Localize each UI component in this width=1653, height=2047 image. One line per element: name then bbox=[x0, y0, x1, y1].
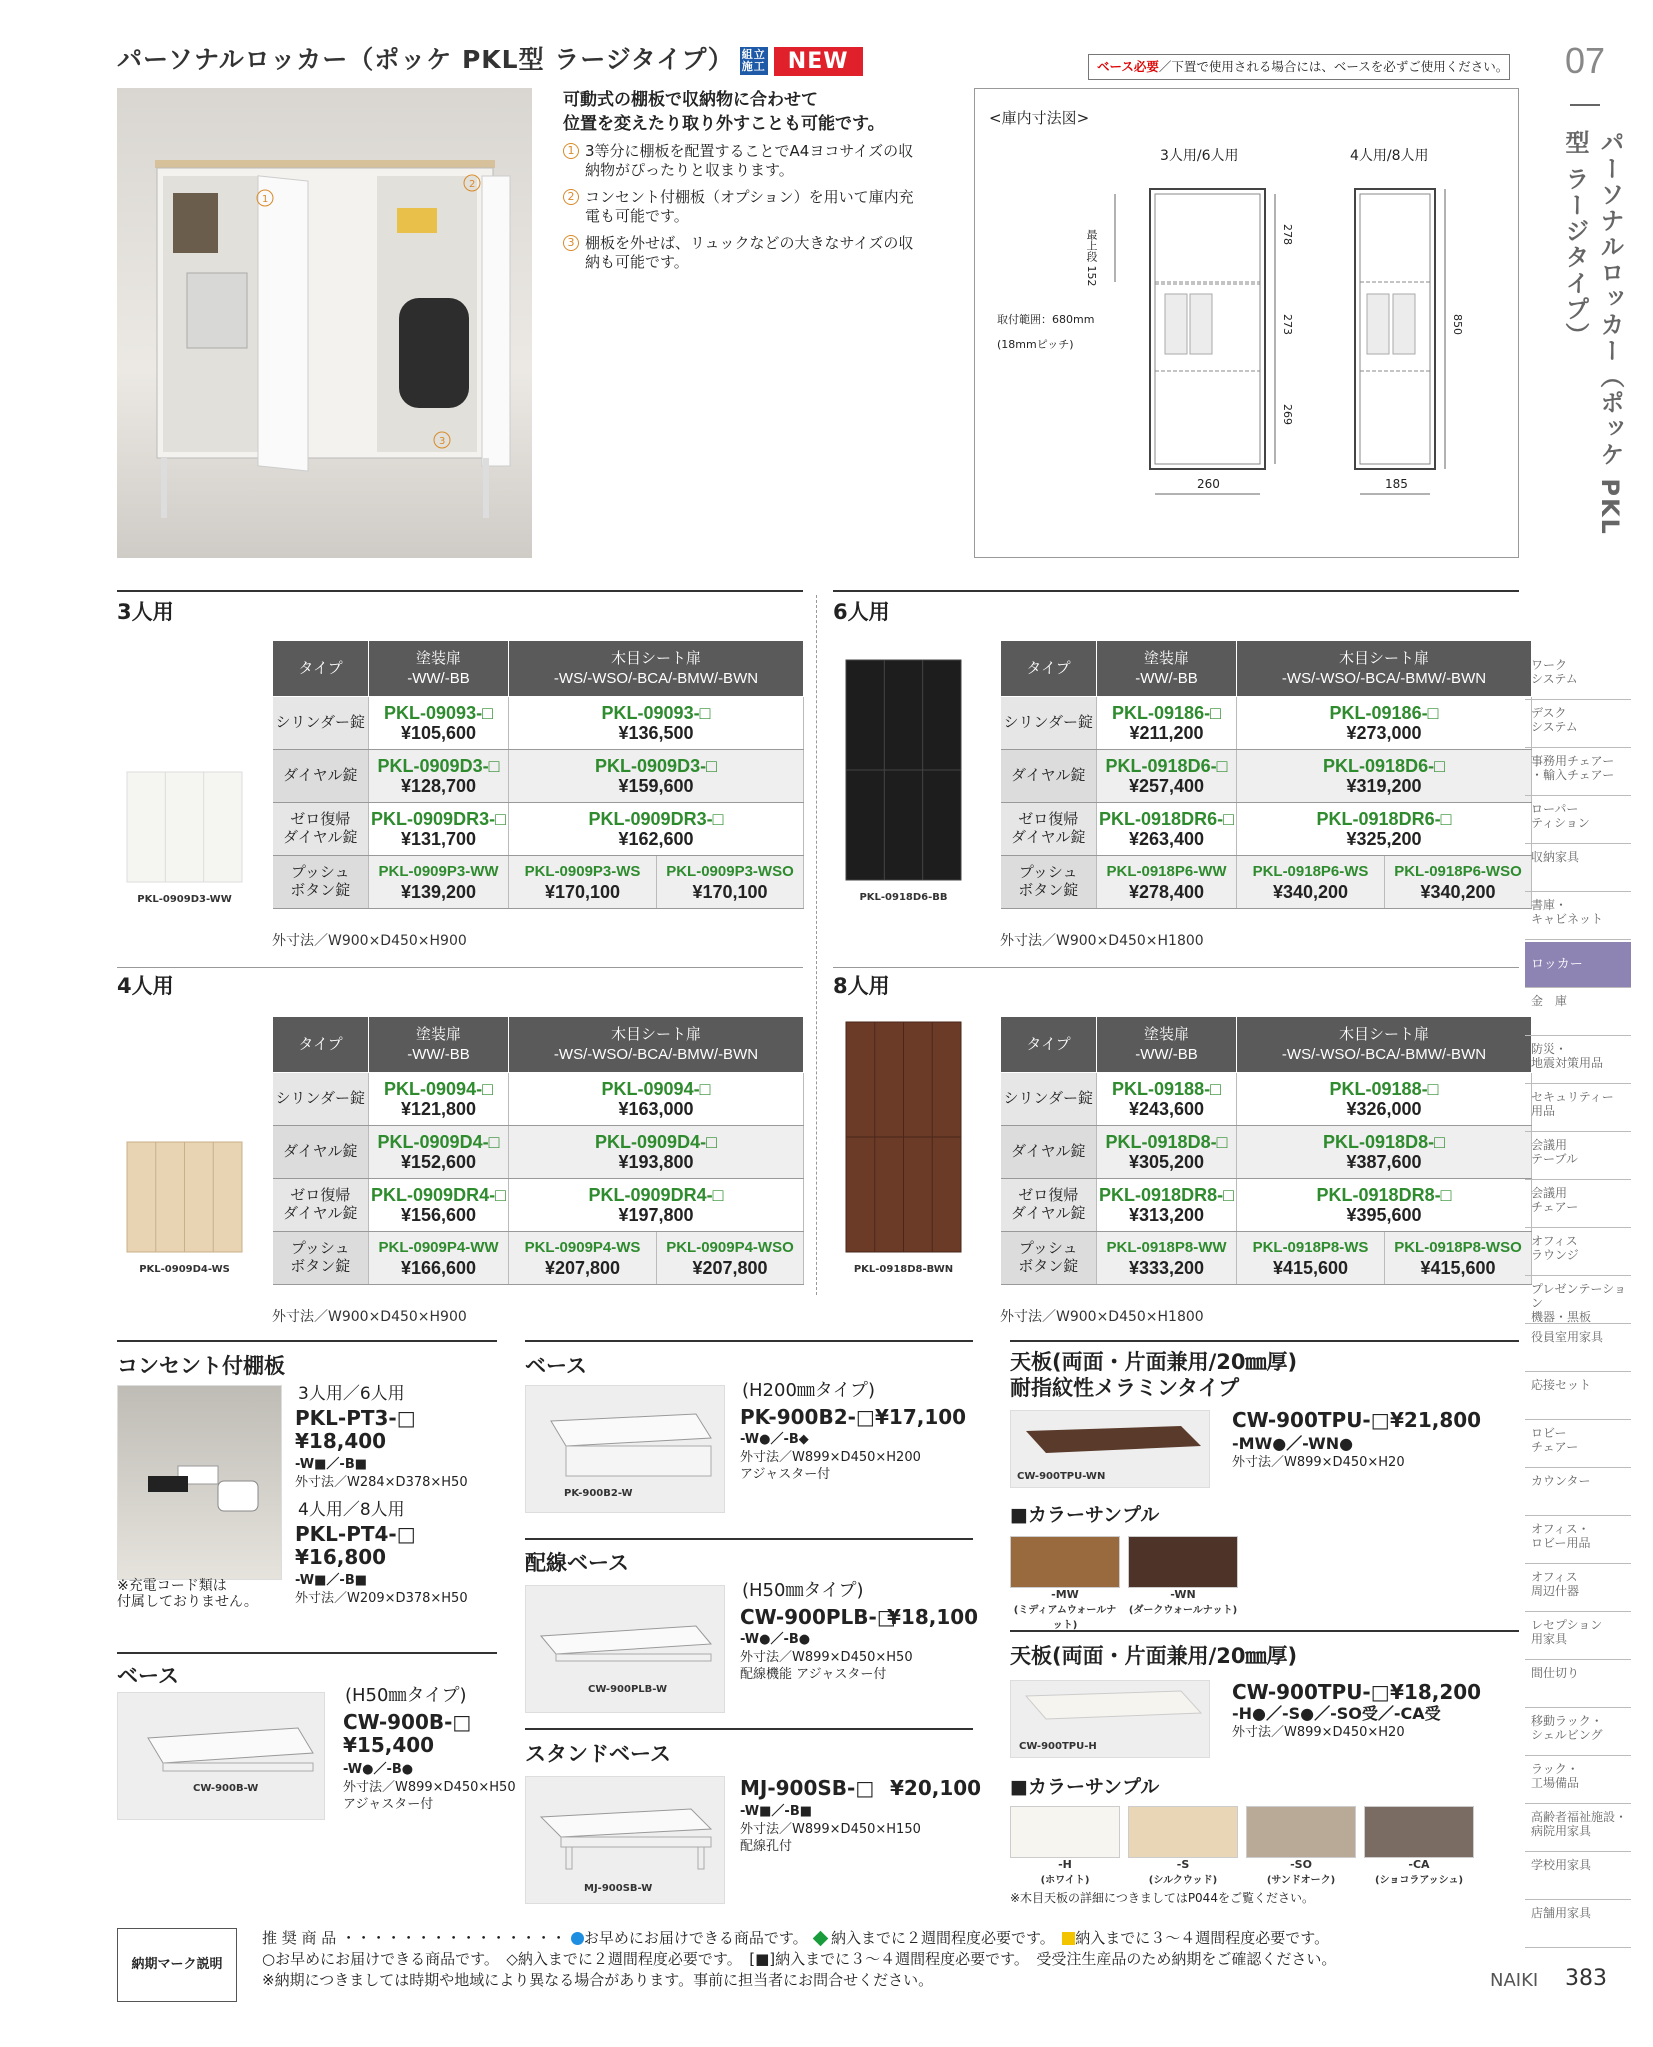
swatch-name: (ダークウォールナット) bbox=[1128, 1605, 1238, 1616]
col-type: タイプ bbox=[1001, 641, 1097, 697]
wiring-extra: 配線機能 アジャスター付 bbox=[740, 1667, 887, 1682]
svg-text:3: 3 bbox=[439, 436, 446, 447]
stand-price: ¥20,100 bbox=[890, 1776, 982, 1800]
price-table bbox=[272, 1016, 804, 1285]
sidebar-item[interactable]: 会議用 テーブル bbox=[1525, 1134, 1631, 1180]
top2-dims: 外寸法／W899×D450×H20 bbox=[1232, 1725, 1405, 1740]
swatch-code: -SO bbox=[1290, 1858, 1312, 1871]
new-badge: NEW bbox=[774, 47, 863, 76]
base1-image: CW-900B-W bbox=[117, 1692, 325, 1820]
sidebar-item[interactable]: カウンター bbox=[1525, 1470, 1631, 1516]
shelf-a-dims: 外寸法／W284×D378×H50 bbox=[295, 1475, 468, 1490]
dim-278: 278 bbox=[1281, 224, 1294, 245]
sidebar-item[interactable]: 高齢者福祉施設・ 病院用家具 bbox=[1525, 1806, 1631, 1852]
base1-colors: -W●／-B● bbox=[343, 1762, 414, 1777]
base2-model: PK-900B2-□ bbox=[740, 1405, 875, 1429]
sidebar-item[interactable]: オフィス・ ロビー用品 bbox=[1525, 1518, 1631, 1564]
shelf-a-colors: -W■／-B■ bbox=[295, 1457, 368, 1472]
color-swatch bbox=[1128, 1806, 1238, 1858]
section-line bbox=[117, 590, 803, 592]
stand-model: MJ-900SB-□ bbox=[740, 1776, 875, 1800]
col-wood: 木目シート扉 -WS/-WSO/-BCA/-BMW/-BWN bbox=[509, 641, 804, 697]
table-row: ダイヤル錠 PKL-0909D3-□ ¥128,700 PKL-0909D3-□ ¥159,600 bbox=[273, 750, 804, 803]
color-sample bbox=[1010, 1536, 1120, 1631]
swatch-code: -S bbox=[1176, 1858, 1190, 1871]
top1-subheading: 耐指紋性メラミンタイプ bbox=[1010, 1376, 1240, 1400]
section-line bbox=[117, 1340, 497, 1342]
dim-range: 取付範囲：680mm bbox=[997, 313, 1095, 326]
feature-item: 3 棚板を外せば、リュックなどの大きなサイズの収納も可能です。 bbox=[563, 234, 923, 272]
table-row: ゼロ復帰 ダイヤル錠 PKL-0918DR8-□ ¥313,200 PKL-0918DR8-□ ¥395,600 bbox=[1001, 1179, 1532, 1232]
base2-dims: 外寸法／W899×D450×H200 bbox=[740, 1450, 921, 1465]
stand-colors: -W■／-B■ bbox=[740, 1804, 813, 1819]
section-line bbox=[117, 1652, 497, 1654]
shelf-note: ※充電コード類は 付属しておりません。 bbox=[117, 1578, 258, 1610]
shelf-photo bbox=[117, 1385, 282, 1580]
table-row: ダイヤル錠 PKL-0909D4-□ ¥152,600 PKL-0909D4-□ ¥193,800 bbox=[273, 1126, 804, 1179]
color-swatch bbox=[1010, 1806, 1120, 1858]
wiring-heading: 配線ベース bbox=[525, 1551, 629, 1575]
price-table bbox=[1000, 640, 1532, 909]
sidebar-item[interactable]: 役員室用家具 bbox=[1525, 1326, 1631, 1372]
base2-price: ¥17,100 bbox=[875, 1405, 967, 1429]
sidebar-item[interactable]: 収納家具 bbox=[1525, 846, 1631, 892]
table-row: プッシュ ボタン錠 PKL-0909P4-WW ¥166,600 PKL-0909P4-WS ¥207,800 PKL-0909P4-WSO ¥207,800 bbox=[273, 1232, 804, 1285]
table-row: ゼロ復帰 ダイヤル錠 PKL-0909DR3-□ ¥131,700 PKL-0909DR3-□ ¥162,600 bbox=[273, 803, 804, 856]
top1-colors: -MW●／-WN● bbox=[1232, 1434, 1354, 1453]
top1-price: ¥21,800 bbox=[1390, 1408, 1482, 1432]
sidebar-item[interactable]: プレゼンテーション 機器・黒板 bbox=[1525, 1278, 1631, 1324]
shelf-b-label: 4人用／8人用 bbox=[298, 1500, 405, 1520]
swatch-name: (シルクウッド) bbox=[1148, 1875, 1218, 1886]
sidebar-item[interactable]: 店舗用家具 bbox=[1525, 1902, 1631, 1948]
section-line bbox=[833, 590, 1519, 592]
table-row: ゼロ復帰 ダイヤル錠 PKL-0918DR6-□ ¥263,400 PKL-0918DR6-□ ¥325,200 bbox=[1001, 803, 1532, 856]
shelf-heading: コンセント付棚板 bbox=[117, 1354, 285, 1378]
page-number: 383 bbox=[1565, 1966, 1607, 1991]
diagram-label-b: 4人用/8人用 bbox=[1350, 148, 1429, 164]
top1-model: CW-900TPU-□ bbox=[1232, 1408, 1390, 1432]
sidebar-item[interactable]: レセプション 用家具 bbox=[1525, 1614, 1631, 1660]
table-row: プッシュ ボタン錠 PKL-0918P6-WW ¥278,400 PKL-0918P6-WS ¥340,200 PKL-0918P6-WSO ¥340,200 bbox=[1001, 856, 1532, 909]
stand-heading: スタンドベース bbox=[525, 1742, 671, 1766]
feature-item: 1 3等分に棚板を配置することでA4ヨコサイズの収納物がぴったりと収まります。 bbox=[563, 142, 923, 180]
page-title: パーソナルロッカー（ポッケ PKL型 ラージタイプ） 組立施工 NEW bbox=[117, 40, 863, 76]
base1-extra: アジャスター付 bbox=[343, 1797, 434, 1812]
diagram-title: <庫内寸法図> bbox=[989, 109, 1090, 127]
wiring-price: ¥18,100 bbox=[887, 1605, 979, 1629]
wiring-dims: 外寸法／W899×D450×H50 bbox=[740, 1650, 913, 1665]
shelf-b-dims: 外寸法／W209×D378×H50 bbox=[295, 1591, 468, 1606]
svg-text:1: 1 bbox=[262, 194, 269, 205]
delivery-legend-line2: ○お早めにお届けできる商品です。 ◇納入までに２週間程度必要です。 [■]納入までに３～４週間程度必要です。 受受注生産品のため納期をご確認ください。 bbox=[262, 1950, 1337, 1968]
section-line bbox=[525, 1340, 973, 1342]
dim-273: 273 bbox=[1281, 314, 1294, 335]
wiring-model: CW-900PLB-□ bbox=[740, 1605, 896, 1629]
dim-260: 260 bbox=[1197, 477, 1220, 491]
vertical-title: パーソナルロッカー（ポッケ PKL型 ラージタイプ） bbox=[1561, 130, 1624, 536]
outer-dimensions: 外寸法／W900×D450×H1800 bbox=[1000, 1309, 1204, 1325]
delivery-legend-line1: 推 奨 商 品 ・・・・・・・・・・・・・・・ お早めにお届けできる商品です。 納入までに２週間程度必要です。 納入までに３～４週間程度必要です。 bbox=[262, 1929, 1330, 1947]
shelf-b-model: PKL-PT4-□ bbox=[295, 1522, 416, 1546]
top2-colors: -H●／-S●／-SO受／-CA受 bbox=[1232, 1704, 1441, 1723]
sidebar-item[interactable]: セキュリティー 用品 bbox=[1525, 1086, 1631, 1132]
section-line bbox=[1010, 1340, 1519, 1342]
assembly-badge: 組立施工 bbox=[741, 48, 766, 73]
top1-sample-heading: ■カラーサンプル bbox=[1010, 1504, 1160, 1526]
base1-heading: ベース bbox=[117, 1664, 179, 1688]
col-painted: 塗装扉 -WW/-BB bbox=[369, 1017, 509, 1073]
feature-item: 2 コンセント付棚板（オプション）を用いて庫内充電も可能です。 bbox=[563, 188, 923, 226]
column-divider bbox=[816, 595, 817, 1295]
col-painted: 塗装扉 -WW/-BB bbox=[1097, 641, 1237, 697]
shelf-a-price: ¥18,400 bbox=[295, 1429, 387, 1453]
base2-type: (H200㎜タイプ) bbox=[742, 1380, 876, 1401]
wiring-image: CW-900PLB-W bbox=[525, 1585, 725, 1713]
locker-image-label: PKL-0918D6-BB bbox=[859, 892, 948, 903]
col-type: タイプ bbox=[273, 1017, 369, 1073]
col-painted: 塗装扉 -WW/-BB bbox=[1097, 1017, 1237, 1073]
color-sample bbox=[1246, 1806, 1356, 1886]
dim-269: 269 bbox=[1281, 404, 1294, 425]
sidebar-item[interactable]: デスク システム bbox=[1525, 702, 1631, 748]
locker-image bbox=[117, 770, 252, 910]
outer-dimensions: 外寸法／W900×D450×H1800 bbox=[1000, 933, 1204, 949]
chapter-number: 07 bbox=[1565, 40, 1606, 81]
top2-heading: 天板(両面・片面兼用/20㎜厚) bbox=[1010, 1644, 1298, 1668]
color-swatch bbox=[1246, 1806, 1356, 1858]
col-wood: 木目シート扉 -WS/-WSO/-BCA/-BMW/-BWN bbox=[509, 1017, 804, 1073]
locker-image bbox=[117, 1140, 252, 1280]
sidebar-item[interactable]: 金 庫 bbox=[1525, 990, 1631, 1036]
top2-sample-heading: ■カラーサンプル bbox=[1010, 1776, 1160, 1798]
price-table bbox=[272, 640, 804, 909]
brand: NAIKI bbox=[1490, 1970, 1539, 1991]
sidebar-item[interactable]: ロビー チェアー bbox=[1525, 1422, 1631, 1468]
wiring-type: (H50㎜タイプ) bbox=[742, 1580, 864, 1601]
col-wood: 木目シート扉 -WS/-WSO/-BCA/-BMW/-BWN bbox=[1237, 1017, 1532, 1073]
wiring-colors: -W●／-B● bbox=[740, 1632, 811, 1647]
table-row: シリンダー錠 PKL-09186-□ ¥211,200 PKL-09186-□ ¥273,000 bbox=[1001, 697, 1532, 750]
svg-text:2: 2 bbox=[469, 179, 476, 190]
swatch-code: -WN bbox=[1170, 1588, 1196, 1601]
top2-price: ¥18,200 bbox=[1390, 1680, 1482, 1704]
table-row: シリンダー錠 PKL-09093-□ ¥105,600 PKL-09093-□ ¥136,500 bbox=[273, 697, 804, 750]
table-row: シリンダー錠 PKL-09094-□ ¥121,800 PKL-09094-□ ¥163,000 bbox=[273, 1073, 804, 1126]
swatch-name: (ショコラアッシュ) bbox=[1374, 1875, 1464, 1886]
top2-image: CW-900TPU-H bbox=[1010, 1680, 1210, 1758]
top1-image: CW-900TPU-WN bbox=[1010, 1410, 1210, 1488]
color-swatch bbox=[1364, 1806, 1474, 1858]
dim-185: 185 bbox=[1385, 477, 1408, 491]
sidebar-item[interactable]: オフィス 周辺什器 bbox=[1525, 1566, 1631, 1612]
col-type: タイプ bbox=[1001, 1017, 1097, 1073]
swatch-code: -MW bbox=[1051, 1588, 1079, 1601]
col-type: タイプ bbox=[273, 641, 369, 697]
table-row: ダイヤル錠 PKL-0918D6-□ ¥257,400 PKL-0918D6-□ ¥319,200 bbox=[1001, 750, 1532, 803]
sidebar-item[interactable]: ローパー ティション bbox=[1525, 798, 1631, 844]
dim-850: 850 bbox=[1451, 314, 1464, 335]
sidebar-item[interactable]: ラック・ 工場備品 bbox=[1525, 1758, 1631, 1804]
table-row: ダイヤル錠 PKL-0918D8-□ ¥305,200 PKL-0918D8-□ ¥387,600 bbox=[1001, 1126, 1532, 1179]
top2-note: ※木目天板の詳細につきましてはP044をご覧ください。 bbox=[1010, 1891, 1314, 1905]
sidebar-item[interactable]: 移動ラック・ シェルビング bbox=[1525, 1710, 1631, 1756]
stand-extra: 配線孔付 bbox=[740, 1839, 793, 1854]
base2-extra: アジャスター付 bbox=[740, 1467, 831, 1482]
sidebar-item[interactable]: 学校用家具 bbox=[1525, 1854, 1631, 1900]
delivery-legend-note: ※納期につきましては時期や地域により異なる場合があります。事前に担当者にお問合せください。 bbox=[262, 1971, 934, 1989]
locker-image-label: PKL-0909D4-WS bbox=[139, 1264, 230, 1275]
sidebar-item[interactable]: ロッカー bbox=[1525, 942, 1631, 988]
color-sample bbox=[1128, 1806, 1238, 1886]
dimension-diagram bbox=[974, 88, 1519, 558]
color-sample bbox=[1364, 1806, 1474, 1886]
locker-image bbox=[836, 658, 971, 908]
top2-model: CW-900TPU-□ bbox=[1232, 1680, 1390, 1704]
section-line bbox=[525, 1538, 973, 1540]
shelf-a-label: 3人用／6人用 bbox=[298, 1384, 405, 1404]
swatch-name: (ホワイト) bbox=[1040, 1875, 1090, 1886]
top1-dims: 外寸法／W899×D450×H20 bbox=[1232, 1455, 1405, 1470]
section-line bbox=[117, 967, 803, 968]
sidebar-item[interactable]: 応接セット bbox=[1525, 1374, 1631, 1420]
locker-image bbox=[836, 1020, 971, 1280]
sidebar-item[interactable]: 事務用チェアー ・輸入チェアー bbox=[1525, 750, 1631, 796]
shelf-b-colors: -W■／-B■ bbox=[295, 1573, 368, 1588]
base-notice: ベース必要／下置で使用される場合には、ベースを必ずご使用ください。 bbox=[1088, 54, 1510, 80]
stand-dims: 外寸法／W899×D450×H150 bbox=[740, 1822, 921, 1837]
section-heading: 6人用 bbox=[833, 600, 890, 624]
sidebar-item[interactable]: 書庫・ キャビネット bbox=[1525, 894, 1631, 940]
outer-dimensions: 外寸法／W900×D450×H900 bbox=[272, 1309, 467, 1325]
outer-dimensions: 外寸法／W900×D450×H900 bbox=[272, 933, 467, 949]
color-swatch bbox=[1010, 1536, 1120, 1588]
base2-heading: ベース bbox=[525, 1354, 587, 1378]
base2-colors: -W●／-B◆ bbox=[740, 1432, 809, 1447]
feature-headline: 可動式の棚板で収納物に合わせて 位置を変えたり取り外すことも可能です。 bbox=[563, 90, 885, 134]
section-heading: 4人用 bbox=[117, 974, 174, 998]
dim-top: 最上段 152 bbox=[1085, 229, 1098, 287]
locker-image-label: PKL-0909D3-WW bbox=[137, 894, 232, 905]
section-line bbox=[833, 967, 1519, 968]
sidebar-item[interactable]: 会議用 チェアー bbox=[1525, 1182, 1631, 1228]
table-row: ゼロ復帰 ダイヤル錠 PKL-0909DR4-□ ¥156,600 PKL-0909DR4-□ ¥197,800 bbox=[273, 1179, 804, 1232]
diagram-label-a: 3人用/6人用 bbox=[1160, 148, 1239, 164]
sidebar-item[interactable]: オフィス ラウンジ bbox=[1525, 1230, 1631, 1276]
col-painted: 塗装扉 -WW/-BB bbox=[369, 641, 509, 697]
top1-heading: 天板(両面・片面兼用/20㎜厚) bbox=[1010, 1350, 1298, 1374]
swatch-name: (サンドオーク) bbox=[1266, 1875, 1336, 1886]
base1-price: ¥15,400 bbox=[343, 1733, 435, 1757]
price-table bbox=[1000, 1016, 1532, 1285]
sidebar-item[interactable]: ワーク システム bbox=[1525, 654, 1631, 700]
locker-image-label: PKL-0918D8-BWN bbox=[853, 1264, 954, 1275]
base1-dims: 外寸法／W899×D450×H50 bbox=[343, 1780, 516, 1795]
swatch-code: -CA bbox=[1408, 1858, 1430, 1871]
sidebar-item[interactable]: 防災・ 地震対策用品 bbox=[1525, 1038, 1631, 1084]
table-row: シリンダー錠 PKL-09188-□ ¥243,600 PKL-09188-□ ¥326,000 bbox=[1001, 1073, 1532, 1126]
base1-model: CW-900B-□ bbox=[343, 1710, 472, 1734]
section-heading: 3人用 bbox=[117, 600, 174, 624]
section-heading: 8人用 bbox=[833, 974, 890, 998]
shelf-b-price: ¥16,800 bbox=[295, 1545, 387, 1569]
divider bbox=[1570, 104, 1600, 106]
table-row: プッシュ ボタン錠 PKL-0909P3-WW ¥139,200 PKL-0909P3-WS ¥170,100 PKL-0909P3-WSO ¥170,100 bbox=[273, 856, 804, 909]
section-line bbox=[525, 1728, 973, 1730]
sidebar-item[interactable]: 間仕切り bbox=[1525, 1662, 1631, 1708]
color-sample bbox=[1010, 1806, 1120, 1886]
hero-photo bbox=[117, 88, 532, 558]
base1-type: (H50㎜タイプ) bbox=[345, 1685, 467, 1706]
stand-image: MJ-900SB-W bbox=[525, 1776, 725, 1904]
color-sample bbox=[1128, 1536, 1238, 1616]
base2-image: PK-900B2-W bbox=[525, 1385, 725, 1513]
swatch-code: -H bbox=[1058, 1858, 1072, 1871]
swatch-name: (ミディアムウォールナット) bbox=[1013, 1605, 1117, 1631]
table-row: プッシュ ボタン錠 PKL-0918P8-WW ¥333,200 PKL-0918P8-WS ¥415,600 PKL-0918P8-WSO ¥415,600 bbox=[1001, 1232, 1532, 1285]
color-swatch bbox=[1128, 1536, 1238, 1588]
col-wood: 木目シート扉 -WS/-WSO/-BCA/-BMW/-BWN bbox=[1237, 641, 1532, 697]
shelf-a-model: PKL-PT3-□ bbox=[295, 1406, 416, 1430]
delivery-legend-title: 納期マーク説明 bbox=[117, 1928, 237, 2002]
dim-pitch: (18mmピッチ) bbox=[997, 338, 1074, 351]
